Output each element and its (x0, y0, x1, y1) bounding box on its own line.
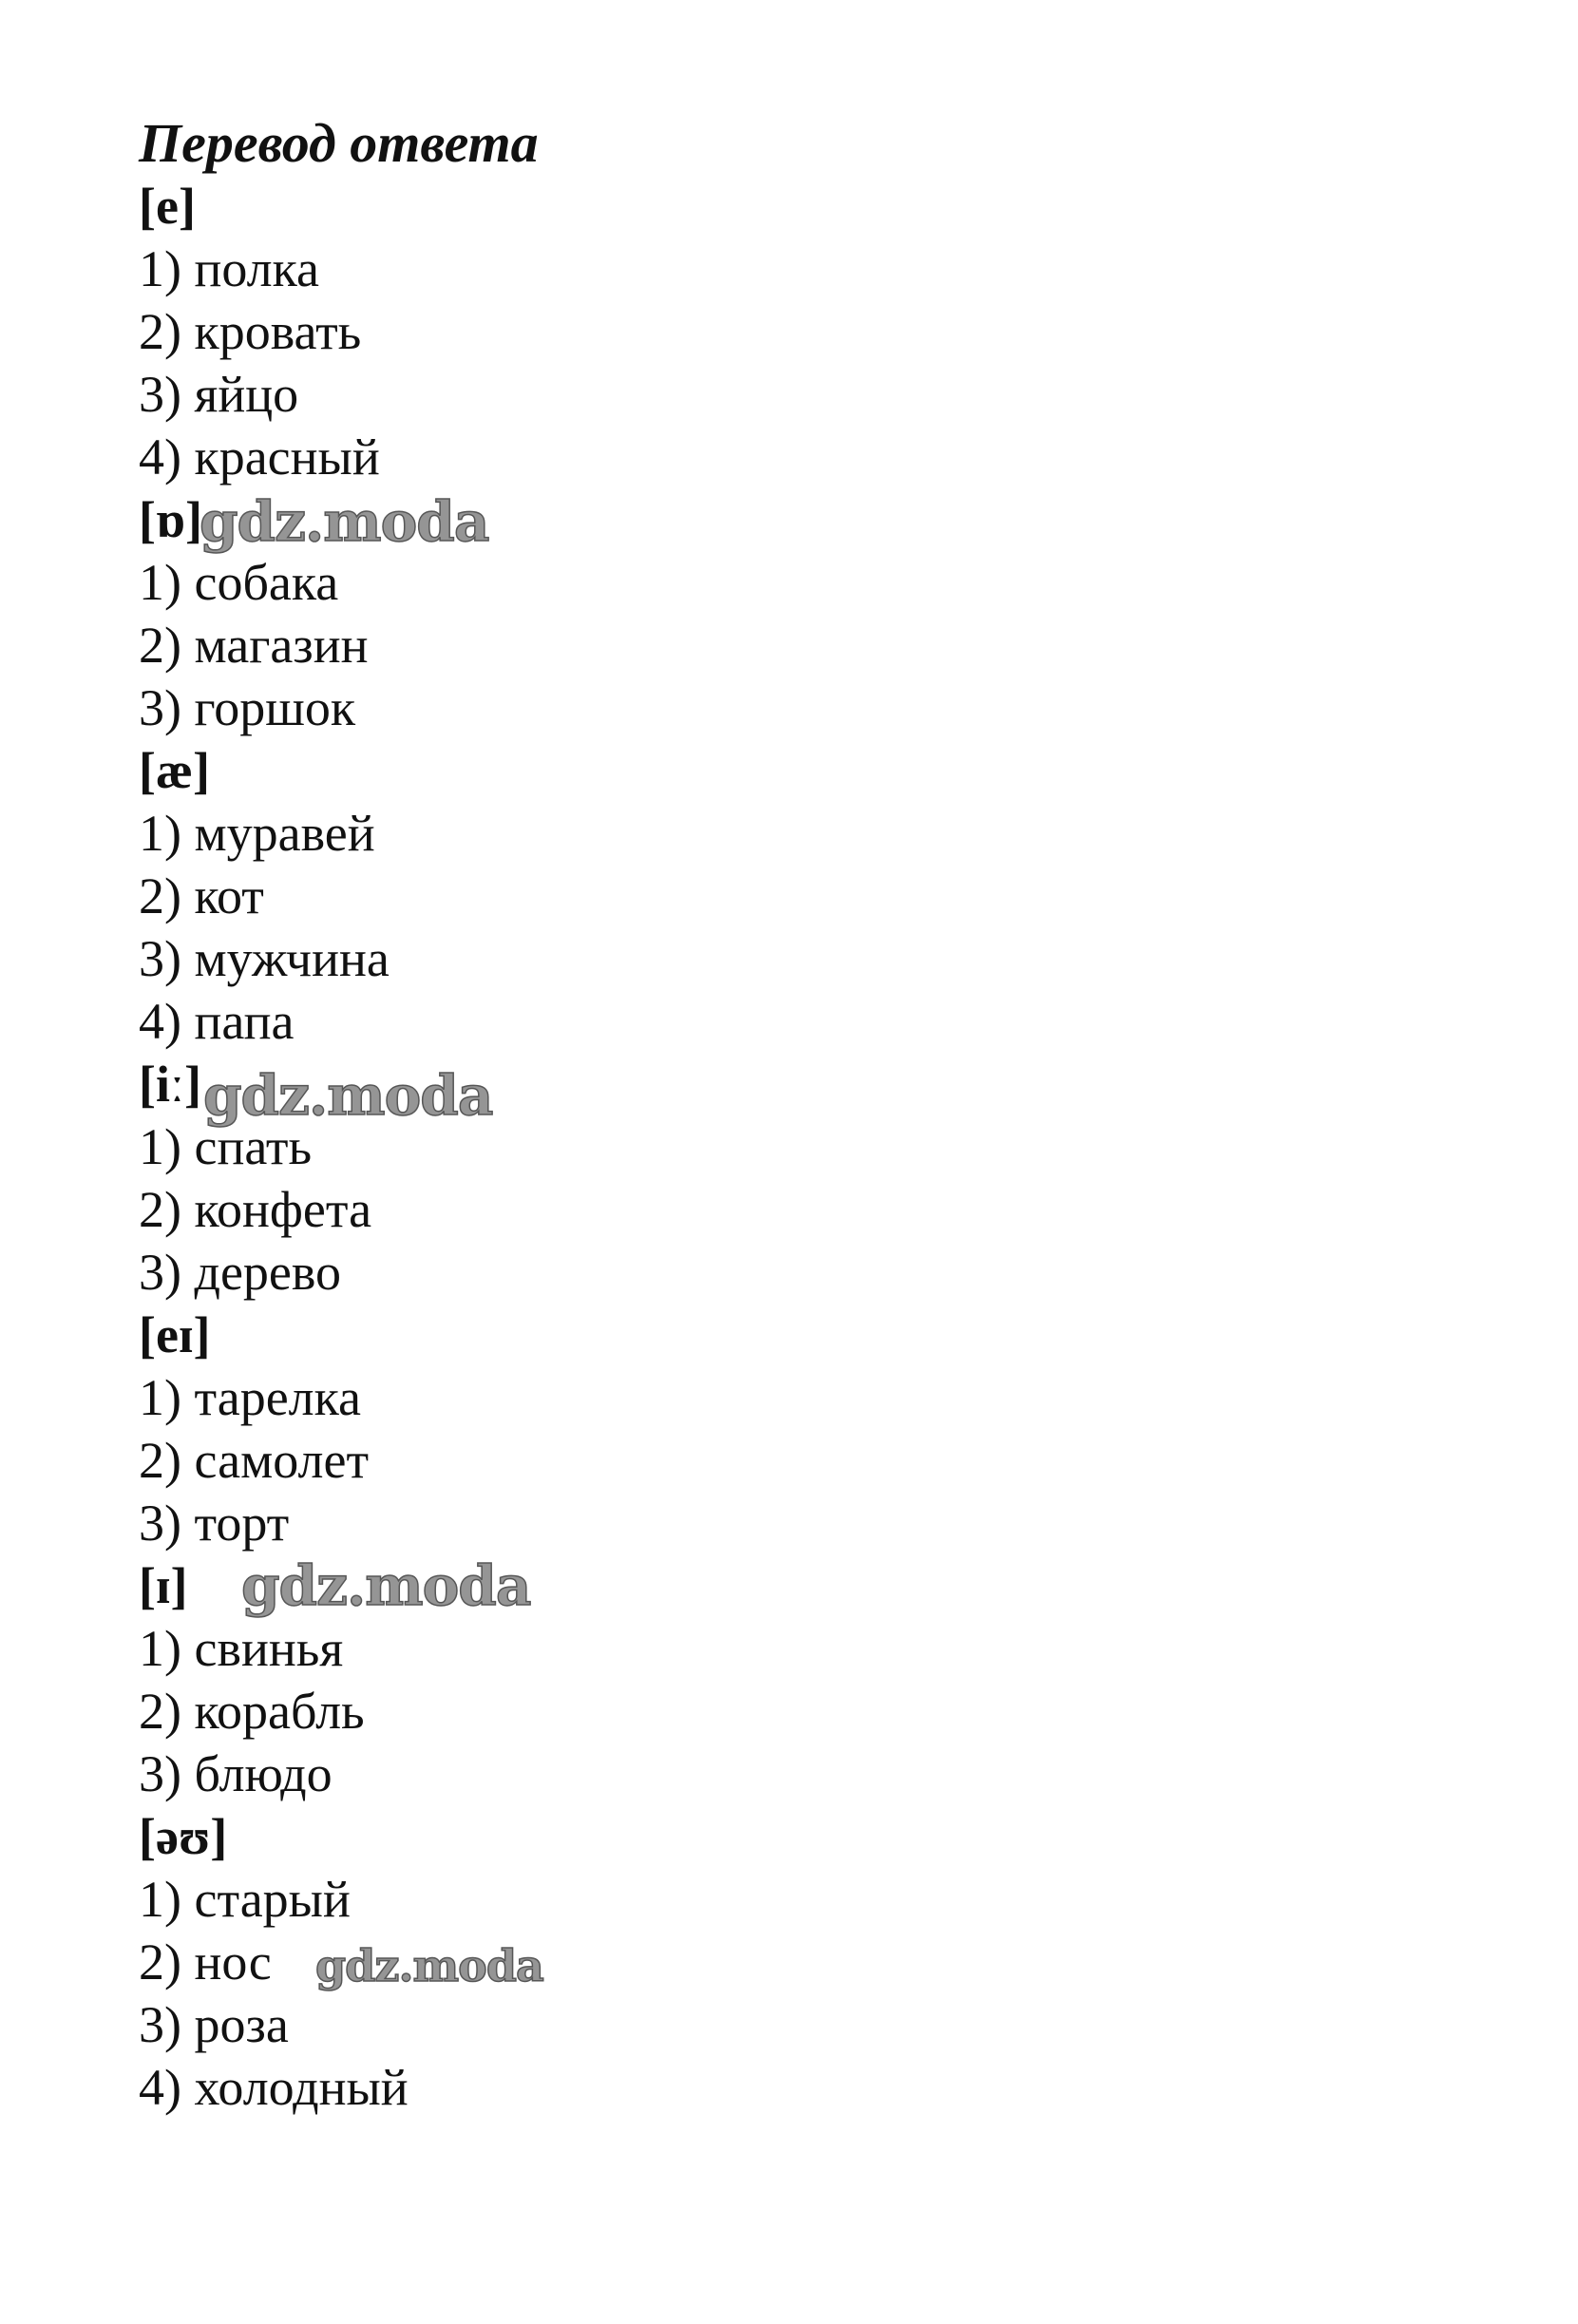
list-item: 1) муравей (139, 805, 375, 862)
watermark: gdz.moda (200, 489, 489, 554)
list-item: 4) красный (139, 429, 380, 486)
watermark: gdz.moda (241, 1553, 531, 1618)
list-item-text: 2) нос (139, 1933, 272, 1991)
sound-heading-ou: [əʊ] (139, 1808, 228, 1865)
list-item: 2) магазин (139, 617, 369, 674)
list-item: 1) свинья (139, 1620, 344, 1677)
list-item: 3) блюдо (139, 1745, 333, 1802)
sound-heading-i-short (139, 1554, 1469, 1617)
sound-label: [ɒ] (139, 491, 202, 548)
sound-heading-o (139, 488, 1469, 554)
list-item: 3) дерево (139, 1244, 342, 1301)
list-item (139, 1931, 1469, 1993)
list-item: 2) конфета (139, 1181, 372, 1238)
list-item: 4) холодный (139, 2059, 409, 2116)
sound-heading-ei: [eɪ] (139, 1306, 211, 1363)
sound-heading-ae: [æ] (139, 742, 210, 799)
list-item: 3) горшок (139, 679, 356, 736)
sound-heading-i-long (139, 1053, 1469, 1128)
list-item: 3) мужчина (139, 930, 390, 987)
page-title: Перевод ответа (139, 112, 539, 174)
watermark: gdz.moda (203, 1063, 493, 1128)
sound-label: [ɪ] (139, 1557, 188, 1614)
list-item: 1) старый (139, 1871, 351, 1928)
list-item: 3) яйцо (139, 366, 299, 423)
list-item: 4) папа (139, 993, 295, 1050)
watermark: gdz.moda (315, 1940, 543, 1991)
list-item: 3) торт (139, 1495, 290, 1552)
list-item: 2) кот (139, 867, 264, 924)
document-page (139, 112, 1469, 2119)
list-item: 1) тарелка (139, 1369, 362, 1426)
list-item: 2) кровать (139, 303, 362, 360)
list-item: 2) самолет (139, 1432, 370, 1489)
list-item: 2) корабль (139, 1683, 365, 1740)
list-item: 1) полка (139, 240, 320, 297)
list-item: 1) собака (139, 554, 339, 611)
sound-label: [iː] (139, 1056, 201, 1113)
sound-heading-e: [e] (139, 178, 196, 235)
list-item: 1) спать (139, 1118, 313, 1175)
list-item: 3) роза (139, 1996, 289, 2053)
